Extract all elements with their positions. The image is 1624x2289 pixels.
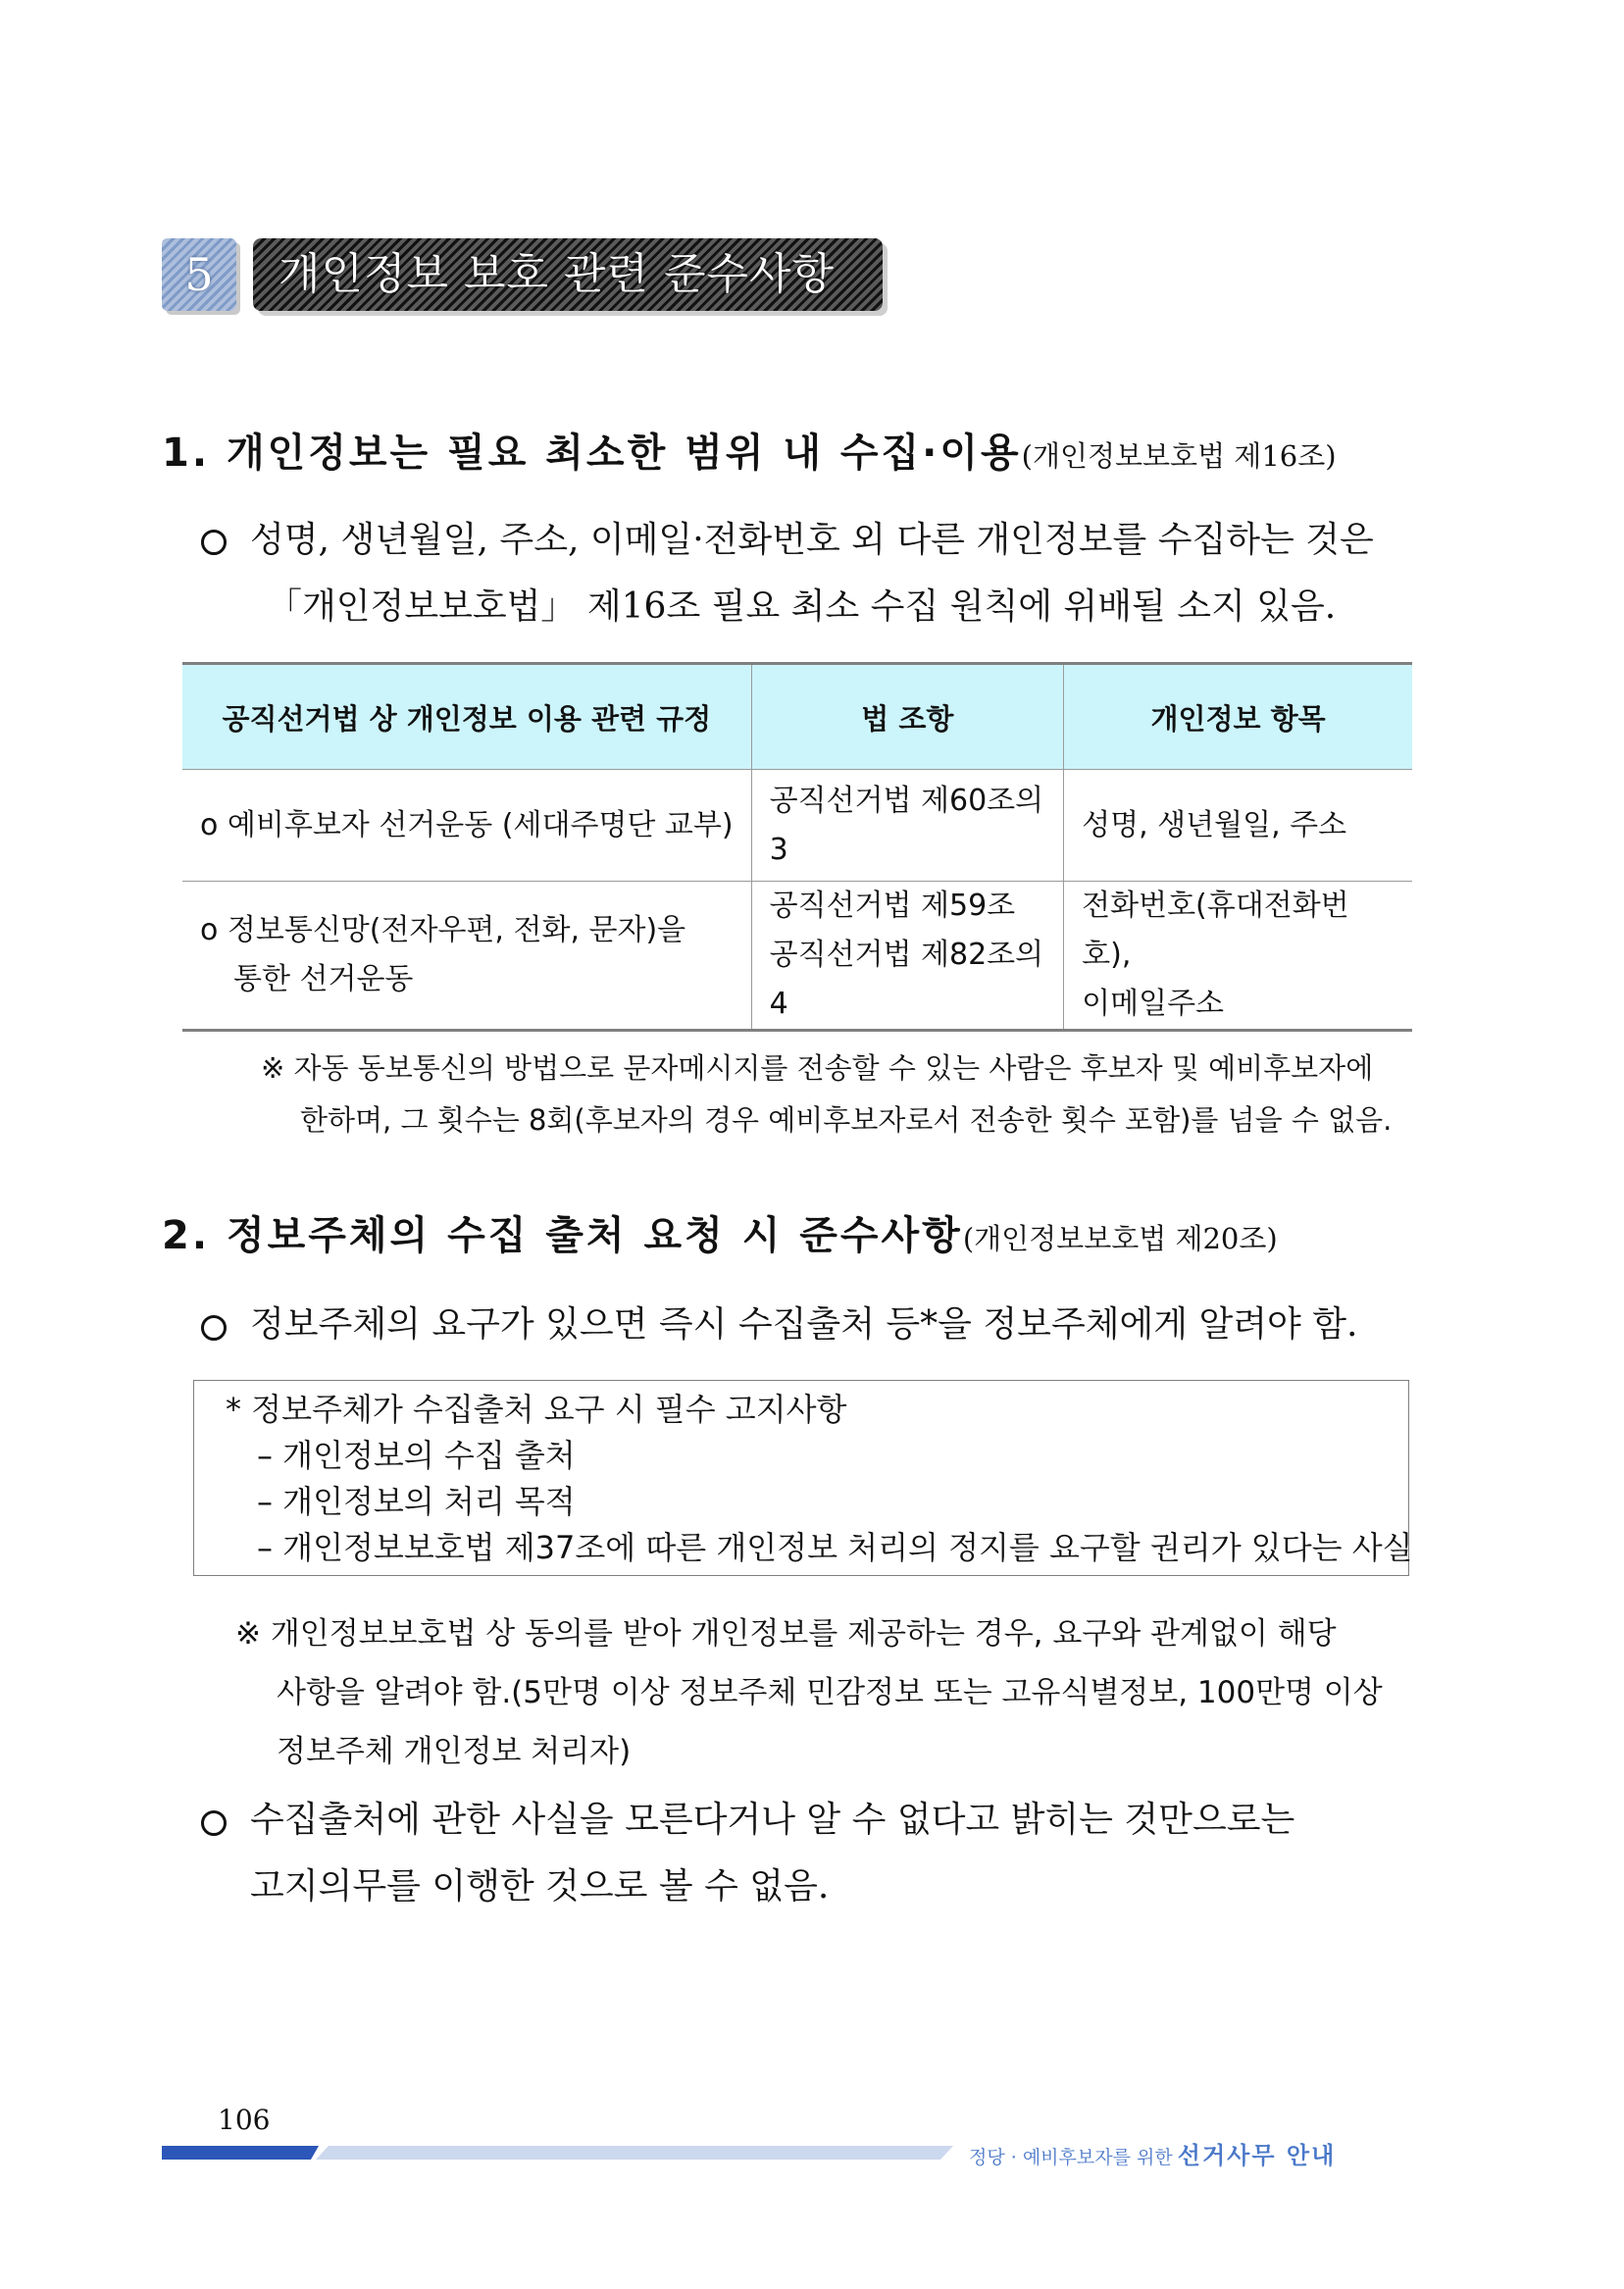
s2-bullet2-line2: 고지의무를 이행한 것으로 볼 수 없음. [250, 1866, 830, 1907]
box-line: – 개인정보의 수집 출처 [257, 1437, 576, 1474]
s1-bullet-line2: 「개인정보보호법」 제16조 필요 최소 수집 원칙에 위배될 소지 있음. [267, 586, 1337, 627]
table-cell-article: 공직선거법 제59조 공직선거법 제82조의4 [751, 882, 1064, 1031]
table-header-article: 법 조항 [751, 664, 1064, 770]
footer-book-title [969, 2136, 1336, 2170]
heading-1-law: (개인정보보호법 제16조) [1021, 439, 1337, 473]
page-number: 106 [218, 2104, 271, 2136]
table-header-rule: 공직선거법 상 개인정보 이용 관련 규정 [182, 664, 751, 770]
s2-bullet1: 정보주체의 요구가 있으면 즉시 수집출처 등*을 정보주체에게 알려야 함. [250, 1304, 1358, 1345]
table-cell-rule: o 예비후보자 선거운동 (세대주명단 교부) [182, 770, 751, 882]
box-line: – 개인정보보호법 제37조에 따른 개인정보 처리의 정지를 요구할 권리가 있다는 사실 [257, 1529, 1413, 1566]
table-cell-article: 공직선거법 제60조의3 [751, 770, 1064, 882]
s2-note-line1: ※ 개인정보보호법 상 동의를 받아 개인정보를 제공하는 경우, 요구와 관계없이 해당 [235, 1616, 1337, 1652]
s2-bullet2-line1: 수집출처에 관한 사실을 모른다거나 알 수 없다고 밝히는 것만으로는 [250, 1800, 1295, 1840]
s2-note-line3: 정보주체 개인정보 처리자) [277, 1734, 632, 1769]
table-cell-items: 성명, 생년월일, 주소 [1064, 770, 1412, 882]
notice-requirements-box [193, 1380, 1413, 1576]
table-row [182, 770, 1412, 882]
table-header-items: 개인정보 항목 [1064, 664, 1412, 770]
footer-bar-dark [162, 2146, 319, 2160]
footer-bar-light [316, 2146, 953, 2160]
heading-1 [162, 422, 1337, 478]
heading-2-law: (개인정보보호법 제20조) [962, 1222, 1278, 1255]
heading-1-text: 1. 개인정보는 필요 최소한 범위 내 수집·이용 [162, 431, 1022, 476]
footer-book-title-small: 정당 · 예비후보자를 위한 [969, 2147, 1173, 2168]
box-line: – 개인정보의 처리 목적 [257, 1483, 576, 1520]
section-title: 개인정보 보호 관련 준수사항 [253, 238, 883, 311]
table-cell-items: 전화번호(휴대전화번호), 이메일주소 [1064, 882, 1412, 1031]
s1-bullet-line1: 성명, 생년월일, 주소, 이메일·전화번호 외 다른 개인정보를 수집하는 것은 [250, 520, 1374, 560]
election-law-table [182, 662, 1412, 1032]
s1-note-line2: 한하며, 그 횟수는 8회(후보자의 경우 예비후보자로서 전송한 횟수 포함)를 넘을 수 없음. [300, 1103, 1393, 1137]
heading-2-text: 2. 정보주체의 수집 출처 요청 시 준수사항 [162, 1213, 963, 1258]
bullet-circle-icon [201, 1315, 227, 1341]
section-number-badge: 5 [162, 238, 236, 311]
footer-book-title-large: 선거사무 안내 [1177, 2142, 1337, 2169]
table-row [182, 882, 1412, 1031]
table-header-row [182, 664, 1412, 770]
heading-2 [162, 1204, 1278, 1260]
s1-note-line1: ※ 자동 동보통신의 방법으로 문자메시지를 전송할 수 있는 사람은 후보자 및 예비후보자에 [261, 1051, 1374, 1085]
bullet-circle-icon [201, 530, 227, 555]
s2-note-line2: 사항을 알려야 함.(5만명 이상 정보주체 민감정보 또는 고유식별정보, 100만명 이상 [277, 1675, 1383, 1710]
box-line: * 정보주체가 수집출처 요구 시 필수 고지사항 [226, 1391, 847, 1428]
table-cell-rule: o 정보통신망(전자우편, 전화, 문자)을 통한 선거운동 [182, 882, 751, 1031]
bullet-circle-icon [201, 1810, 227, 1836]
